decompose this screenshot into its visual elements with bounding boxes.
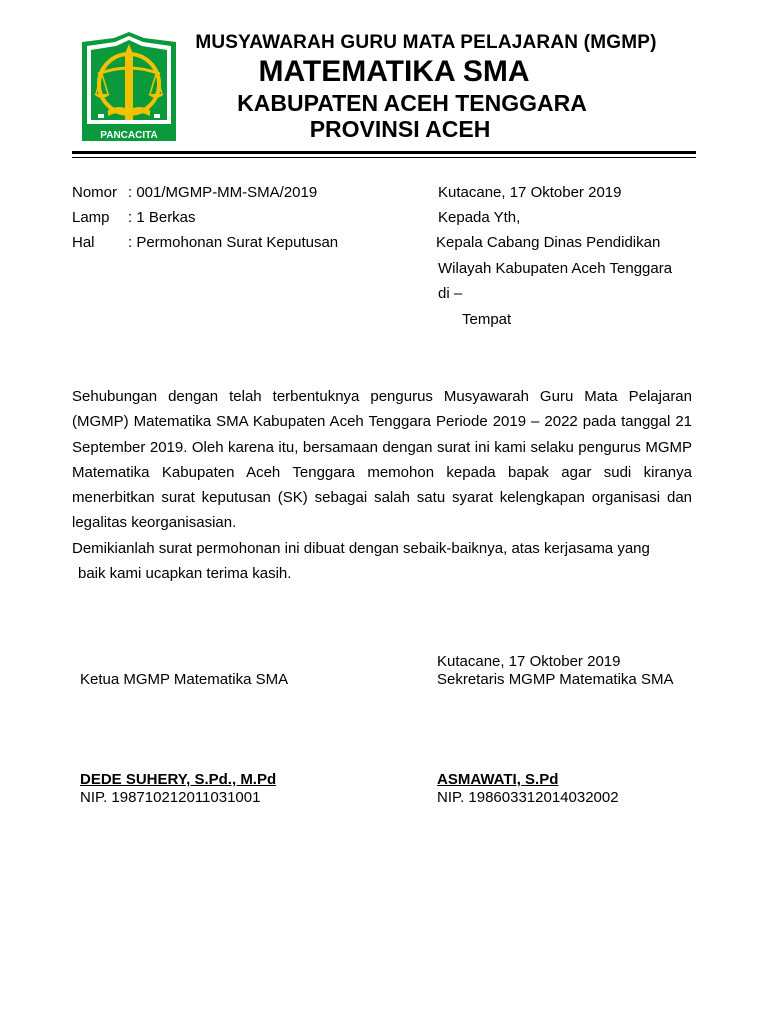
logo-text: PANCACITA <box>100 130 158 141</box>
signature-date: Kutacane, 17 Oktober 2019 <box>437 653 621 670</box>
letter-date: Kutacane, 17 Oktober 2019 <box>438 184 622 201</box>
recipient-line-4: Tempat <box>462 311 512 328</box>
meta-hal <box>72 234 338 252</box>
signature-right-title: Sekretaris MGMP Matematika SMA <box>437 671 674 688</box>
meta-lamp <box>72 209 196 227</box>
body-paragraph-1: Sehubungan dengan telah terbentuknya pengurus Musyawarah Guru Mata Pelajaran (MGMP) Matematika SMA Kabupaten Aceh Tenggara Periode 2019 – 2022 pada tanggal 21 September 2019. Oleh karena itu, bersamaan dengan surat ini kami selaku pengurus MGMP Matematika Kabupaten Aceh Tenggara memohon kepada bapak agar sudi kiranya menerbitkan surat keputusan (SK) sebagai salah satu syarat kelengkapan organisasi dan legalitas keorganisasian. <box>72 388 692 532</box>
meta-nomor-label: Nomor <box>72 184 118 201</box>
meta-hal-label: Hal <box>72 234 95 251</box>
body-paragraph-2a: Demikianlah surat permohonan ini dibuat dengan sebaik-baiknya, atas kerjasama yang <box>72 539 650 557</box>
meta-lamp-label: Lamp <box>72 209 110 226</box>
signature-right-name: ASMAWATI, S.Pd <box>437 771 559 788</box>
letterhead-rule-thin <box>72 157 696 158</box>
recipient-salutation: Kepada Yth, <box>438 209 521 226</box>
signature-left-title: Ketua MGMP Matematika SMA <box>80 671 289 688</box>
body-paragraph-2b: baik kami ucapkan terima kasih. <box>78 565 292 583</box>
signature-left-nip: NIP. 198710212011031001 <box>80 789 261 806</box>
meta-lamp-value: : 1 Berkas <box>128 209 196 226</box>
letterhead-subject-line: MATEMATIKA SMA <box>258 55 530 88</box>
signature-left-name: DEDE SUHERY, S.Pd., M.Pd <box>80 771 277 788</box>
meta-hal-value: : Permohonan Surat Keputusan <box>128 234 339 251</box>
letter-body <box>72 384 692 586</box>
letterhead-regency-line: KABUPATEN ACEH TENGGARA <box>237 90 587 116</box>
meta-nomor-value: : 001/MGMP-MM-SMA/2019 <box>128 184 318 201</box>
signature-right-nip: NIP. 198603312014032002 <box>437 789 619 806</box>
meta-nomor <box>72 184 317 202</box>
recipient-line-1: Kepala Cabang Dinas Pendidikan <box>436 234 661 251</box>
letterhead-org-line: MUSYAWARAH GURU MATA PELAJARAN (MGMP) <box>195 32 657 53</box>
letterhead-rule-thick <box>72 151 696 154</box>
recipient-line-3: di – <box>438 285 463 302</box>
recipient-line-2: Wilayah Kabupaten Aceh Tenggara <box>438 260 673 277</box>
letterhead-province-line: PROVINSI ACEH <box>309 116 491 142</box>
